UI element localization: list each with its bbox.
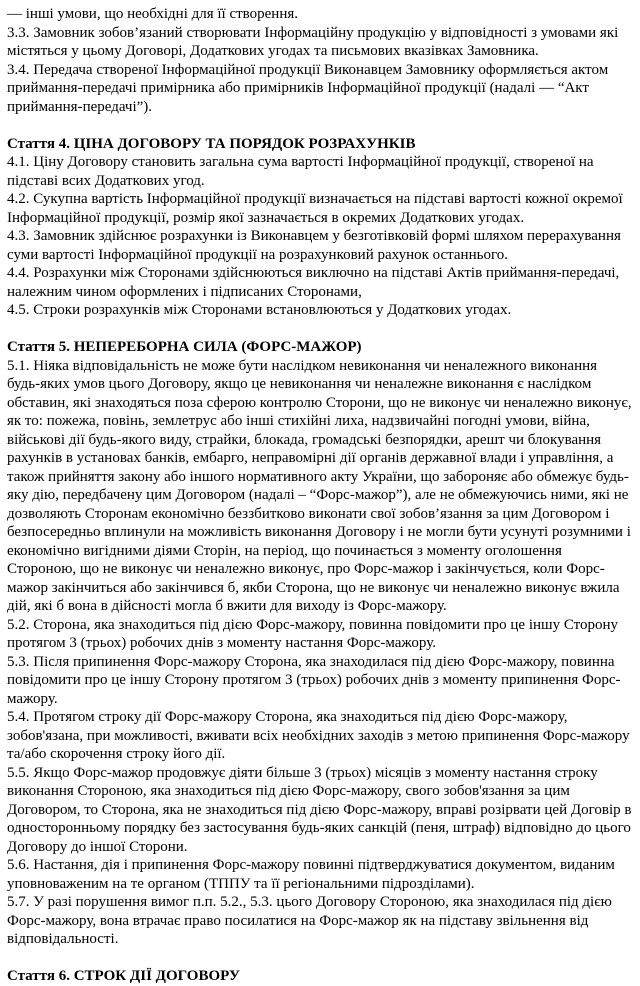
clause-4-2: 4.2. Сукупна вартість Інформаційної продукції визначається на підставі вартості кожної окремої Інформаційної продукції, розмір якої зазначається в окремих Додаткових угодах.: [7, 191, 623, 226]
clause-3-4: 3.4. Передача створеної Інформаційної продукції Виконавцем Замовнику оформляється актом приймання-передачі примірника або примірників Інформаційної продукції (надалі — “Акт приймання-передачі”).: [7, 61, 609, 115]
article-4-heading: Стаття 4. ЦІНА ДОГОВОРУ ТА ПОРЯДОК РОЗРАХУНКІВ: [7, 135, 416, 152]
clause-5-3: 5.3. Після припинення Форс-мажору Сторона, яка знаходилася під дією Форс-мажору, повинна повідомити про це іншу Сторону протягом 3 (трьох) робочих днів з моменту припинення Форс-мажору.: [7, 653, 621, 707]
clause-5-2: 5.2. Сторона, яка знаходиться під дією Форс-мажору, повинна повідомити про це іншу Сторону протягом 3 (трьох) робочих днів з моменту настання Форс-мажору.: [7, 616, 619, 651]
clause-5-6: 5.6. Настання, дія і припинення Форс-мажору повинні підтверджуватися документом, виданим уповноваженим на те органом (ТППУ та її регіональними підрозділами).: [7, 857, 615, 892]
clause-5-4: 5.4. Протягом строку дії Форс-мажору Сторона, яка знаходиться під дією Форс-мажору, зобов'язана, при можливості, вживати всіх необхідних заходів з метою припинення Форс-мажору та/або скорочення строку його дії.: [7, 709, 630, 762]
clause-5-1: 5.1. Ніяка відповідальність не може бути наслідком невиконання чи неналежного виконання будь-яких умов цього Договору, якщо це невиконання чи неналежне виконання є наслідком обставин, які знаходяться поза сферою контролю Сторони, що не виконує чи неналежно виконує, як то: пожежа, повінь, землетрус або інші стихійні лиха, надзвичайні погодні умови, війна, військові дії будь-якого виду, страйки, блокада, громадські безпорядки, арешт чи блокування рахунків в установах банків, ембарго, неправомірні дії органів державної влади і управління, а також прийняття закону або іншого нормативного акту України, що забороняє або обмежує будь-яку дію, передбачену цим Договором (надалі – “Форс-мажор”), але не обмежуючись ними, які не дозволяють Сторонам економічно беззбитково виконати свої зобов’язання за цим Договором і безпосередньо вплинули на можливість виконання Договору і не могли бути усунуті розумними і економічно вигідними діями Сторін, на період, що починається з моменту оголошення Стороною, що не виконує чи неналежно виконує, про Форс-мажор і закінчується, коли Форс-мажор закінчиться або закінчився б, якби Сторона, що не виконує чи неналежно виконує вжила дій, які б вона в дійсності могла б вжити для виходу із Форс-мажору.: [7, 357, 632, 614]
article-6-heading: Стаття 6. СТРОК ДІЇ ДОГОВОРУ: [7, 968, 240, 984]
clause-5-5: 5.5. Якщо Форс-мажор продовжує діяти більше 3 (трьох) місяців з моменту настання строку виконання Стороною, яка знаходиться під дією Форс-мажору, свого зобов'язання за цим Договором, то Сторона, яка не знаходиться під дією Форс-мажору, вправі розірвати цей Договір в односторонньому порядку без застосування будь-яких санкцій (пеня, штраф) відповідно до цього Договору до іншої Сторони.: [7, 764, 632, 855]
clause-5-7: 5.7. У разі порушення вимог п.п. 5.2., 5.3. цього Договору Стороною, яка знаходилася під дією Форс-мажору, вона втрачає право посилатися на Форс-мажор як на підставу звільнення від відповідальності.: [7, 894, 612, 947]
clause-4-1: 4.1. Ціну Договору становить загальна сума вартості Інформаційної продукції, створеної на підставі всих Додаткових угод.: [7, 154, 594, 189]
clause-4-5: 4.5. Строки розрахунків між Сторонами встановлюються у Додаткових угодах.: [7, 302, 512, 318]
clause-4-4: 4.4. Розрахунки між Сторонами здійснюються виключно на підставі Актів приймання-передачі, належним чином оформлених і підписаних Сторонами,: [7, 265, 620, 300]
clause-4-3: 4.3. Замовник здійснює розрахунки із Виконавцем у безготівковій формі шляхом перерахування суми вартості Інформаційної продукції на розрахунковий рахунок останнього.: [7, 228, 621, 263]
clause-continuation-other-terms: — інші умови, що необхідні для її створення.: [7, 6, 299, 22]
clause-3-3: 3.3. Замовник зобов’язаний створювати Інформаційну продукцію у відповідності з умовами які містяться у цьому Договорі, Додаткових угодах та письмових вказівках Замовника.: [7, 24, 619, 59]
article-5-heading: Стаття 5. НЕПЕРЕБОРНА СИЛА (ФОРС-МАЖОР): [7, 339, 362, 355]
